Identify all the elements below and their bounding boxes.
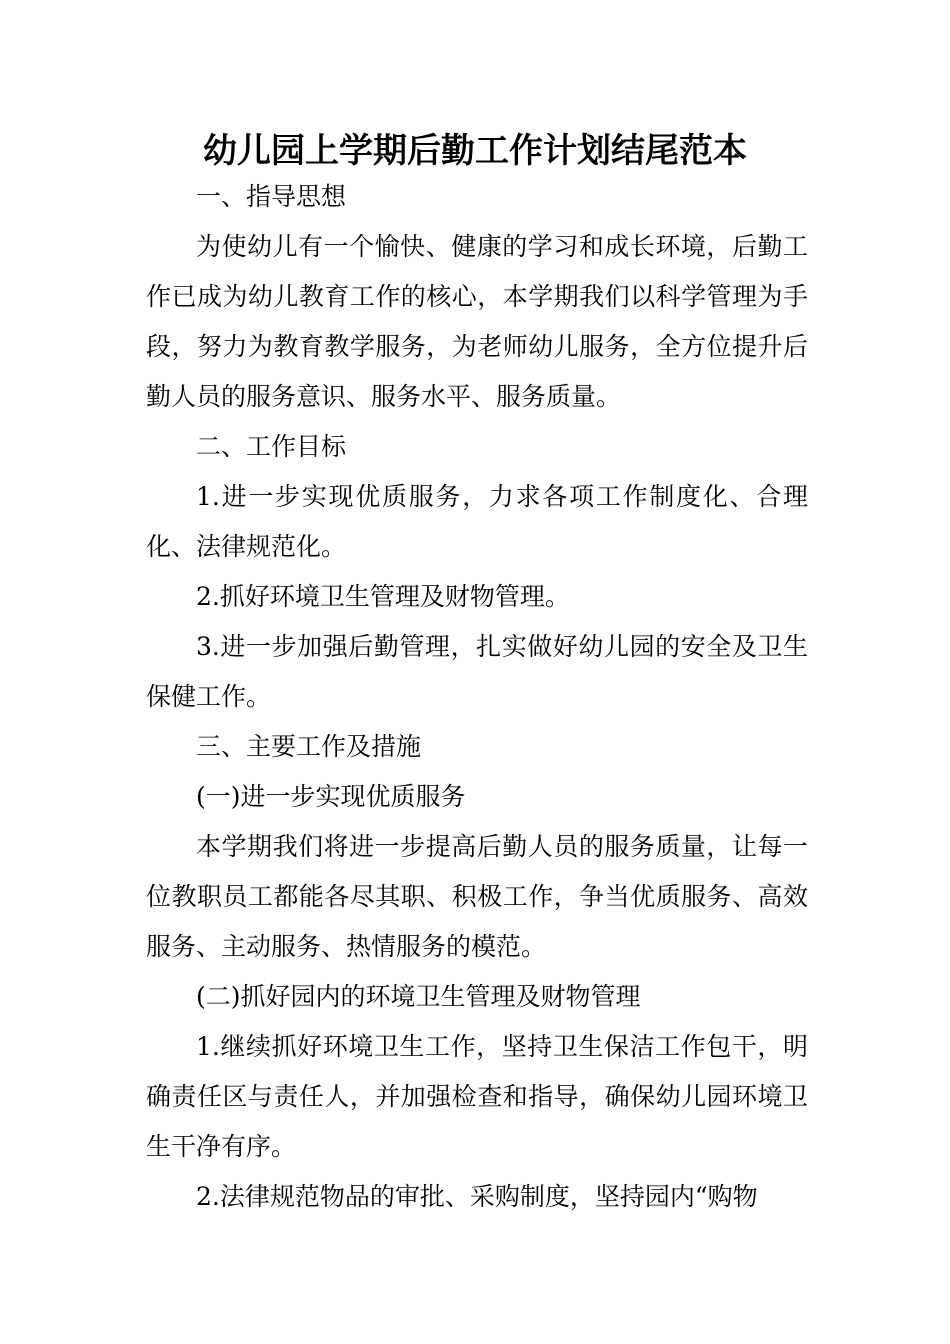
section-heading-main-work: 三、主要工作及措施: [196, 732, 422, 761]
subsection-heading-environment-finance: (二)抓好园内的环境卫生管理及财物管理: [196, 982, 641, 1011]
subsection-heading-quality-service: (一)进一步实现优质服务: [196, 782, 466, 811]
paragraph-guiding-ideology: 为使幼儿有一个愉快、健康的学习和成长环境，后勤工作已成为幼儿教育工作的核心，本学期我们以科学管理为手段，努力为教育教学服务，为老师幼儿服务，全方位提升后勤人员的服务意识、服务水平、服务质量。: [146, 232, 808, 411]
goal-item-2: 2.抓好环境卫生管理及财物管理。: [196, 582, 570, 611]
goal-item-3: 3.进一步加强后勤管理，扎实做好幼儿园的安全及卫生保健工作。: [146, 632, 808, 711]
measure-item-1: 1.继续抓好环境卫生工作，坚持卫生保洁工作包干，明确责任区与责任人，并加强检查和指导，确保幼儿园环境卫生干净有序。: [146, 1032, 808, 1161]
section-heading-guiding-ideology: 一、指导思想: [196, 182, 347, 211]
document-title: 幼儿园上学期后勤工作计划结尾范本: [203, 131, 747, 171]
section-heading-work-goals: 二、工作目标: [196, 432, 347, 461]
document-body: [146, 172, 808, 1222]
goal-item-1: 1.进一步实现优质服务，力求各项工作制度化、合理化、法律规范化。: [146, 482, 808, 561]
measure-item-2: 2.法律规范物品的审批、采购制度，坚持园内“购物: [196, 1182, 758, 1211]
paragraph-quality-service: 本学期我们将进一步提高后勤人员的服务质量，让每一位教职员工都能各尽其职、积极工作，争当优质服务、高效服务、主动服务、热情服务的模范。: [146, 832, 808, 961]
